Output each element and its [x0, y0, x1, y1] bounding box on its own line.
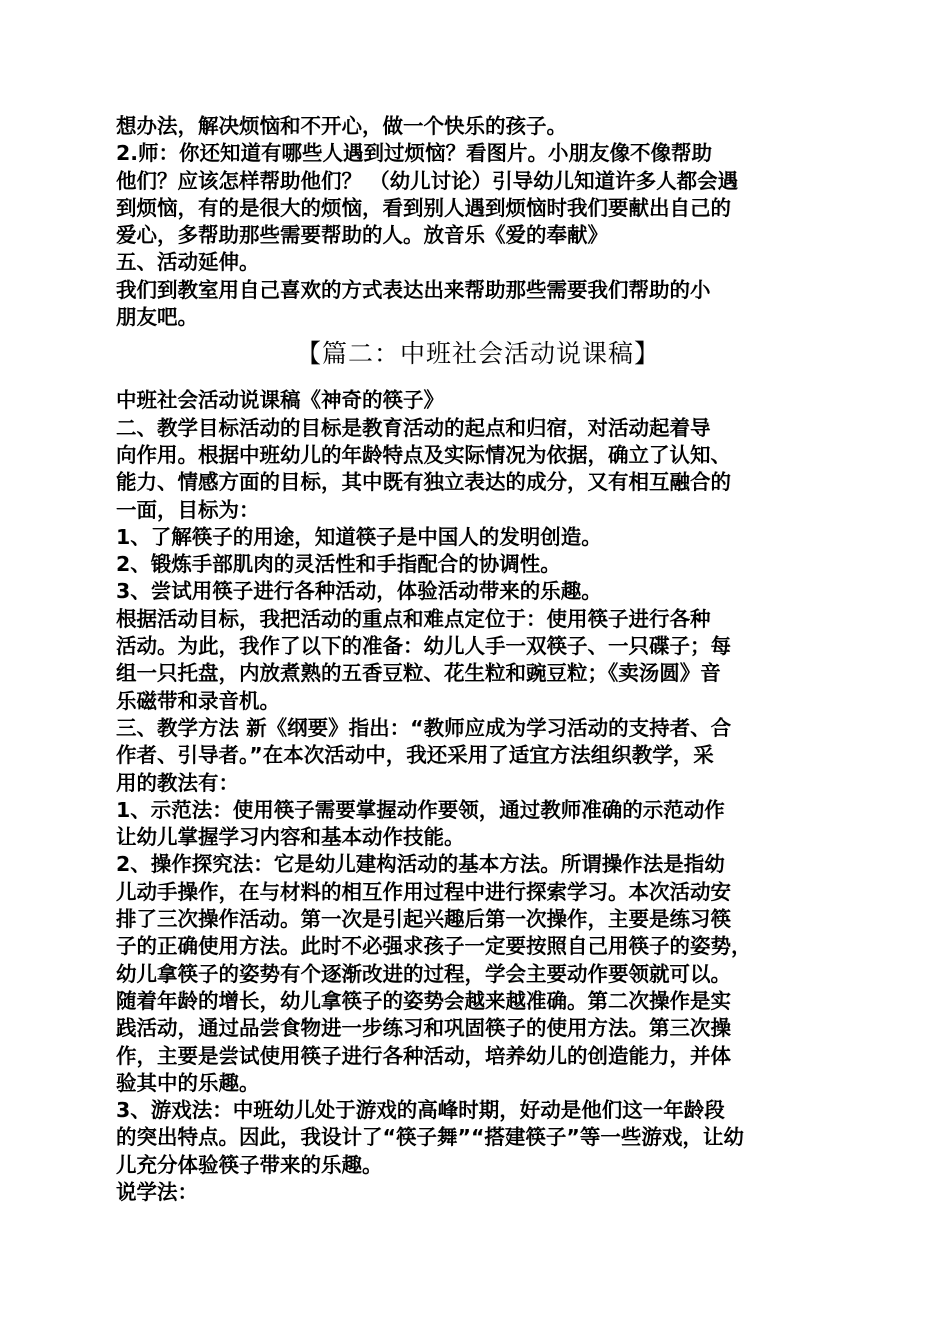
- text-line: 活动。为此，我作了以下的准备：幼儿人手一双筷子、一只碟子；每: [116, 634, 731, 659]
- text-line: 3、尝试用筷子进行各种活动，体验活动带来的乐趣。: [116, 579, 602, 604]
- text-line: 2、操作探究法：它是幼儿建构活动的基本方法。所谓操作法是指幼: [116, 852, 725, 877]
- text-line: 践活动，通过品尝食物进一步练习和巩固筷子的使用方法。第三次操: [116, 1016, 731, 1041]
- text-line: 我们到教室用自己喜欢的方式表达出来帮助那些需要我们帮助的小: [116, 277, 711, 302]
- section-1-body: [116, 113, 840, 331]
- text-line: 一面，目标为：: [116, 497, 260, 522]
- text-line: 作，主要是尝试使用筷子进行各种活动，培养幼儿的创造能力，并体: [116, 1043, 731, 1068]
- text-line: 用的教法有：: [116, 770, 239, 795]
- text-line: 根据活动目标，我把活动的重点和难点定位于：使用筷子进行各种: [116, 606, 711, 631]
- text-line: 子的正确使用方法。此时不必强求孩子一定要按照自己用筷子的姿势，: [116, 934, 752, 959]
- text-line: 排了三次操作活动。第一次是引起兴趣后第一次操作，主要是练习筷: [116, 907, 731, 932]
- text-line: 儿动手操作，在与材料的相互作用过程中进行探索学习。本次活动安: [116, 879, 731, 904]
- text-line: 作者、引导者。”在本次活动中，我还采用了适宜方法组织教学，采: [116, 743, 714, 768]
- text-line: 能力、情感方面的目标，其中既有独立表达的成分，又有相互融合的: [116, 470, 731, 495]
- text-line: 乐磁带和录音机。: [116, 688, 280, 713]
- text-line: 3、游戏法：中班幼儿处于游戏的高峰时期，好动是他们这一年龄段: [116, 1098, 725, 1123]
- text-line: 幼儿拿筷子的姿势有个逐渐改进的过程，学会主要动作要领就可以。: [116, 961, 731, 986]
- text-line: 2、锻炼手部肌肉的灵活性和手指配合的协调性。: [116, 552, 561, 577]
- text-line: 向作用。根据中班幼儿的年龄特点及实际情况为依据，确立了认知、: [116, 442, 731, 467]
- text-line: 2.师：你还知道有哪些人遇到过烦恼？看图片。小朋友像不像帮助: [116, 141, 713, 166]
- text-line: 中班社会活动说课稿《神奇的筷子》: [116, 388, 444, 413]
- text-line: 组一只托盘，内放煮熟的五香豆粒、花生粒和豌豆粒；《卖汤圆》音: [116, 661, 721, 686]
- text-line: 二、教学目标活动的目标是教育活动的起点和归宿，对活动起着导: [116, 415, 711, 440]
- text-line: 随着年龄的增长，幼儿拿筷子的姿势会越来越准确。第二次操作是实: [116, 988, 731, 1013]
- text-line: 想办法，解决烦恼和不开心，做一个快乐的孩子。: [116, 114, 567, 138]
- text-line: 儿充分体验筷子带来的乐趣。: [116, 1152, 383, 1177]
- text-line: 验其中的乐趣。: [116, 1070, 260, 1095]
- text-line: 爱心，多帮助那些需要帮助的人。放音乐《爱的奉献》: [116, 223, 608, 248]
- text-line: 让幼儿掌握学习内容和基本动作技能。: [116, 825, 465, 850]
- text-line: 1、示范法：使用筷子需要掌握动作要领，通过教师准确的示范动作: [116, 797, 725, 822]
- text-line: 朋友吧。: [116, 305, 198, 330]
- section-2-body: [116, 387, 840, 1206]
- text-line: 1、了解筷子的用途，知道筷子是中国人的发明创造。: [116, 524, 602, 549]
- text-line: 他们？应该怎样帮助他们？ （幼儿讨论）引导幼儿知道许多人都会遇: [116, 168, 739, 193]
- text-line: 说学法：: [116, 1179, 198, 1204]
- text-line: 到烦恼，有的是很大的烦恼，看到别人遇到烦恼时我们要献出自己的: [116, 195, 731, 220]
- text-line: 三、教学方法 新《纲要》指出：“教师应成为学习活动的支持者、合: [116, 715, 732, 740]
- text-line: 的突出特点。因此，我设计了“筷子舞”“搭建筷子”等一些游戏，让幼: [116, 1125, 744, 1150]
- section-title: 【篇二：中班社会活动说课稿】: [295, 339, 660, 369]
- text-line: 五、活动延伸。: [116, 250, 260, 275]
